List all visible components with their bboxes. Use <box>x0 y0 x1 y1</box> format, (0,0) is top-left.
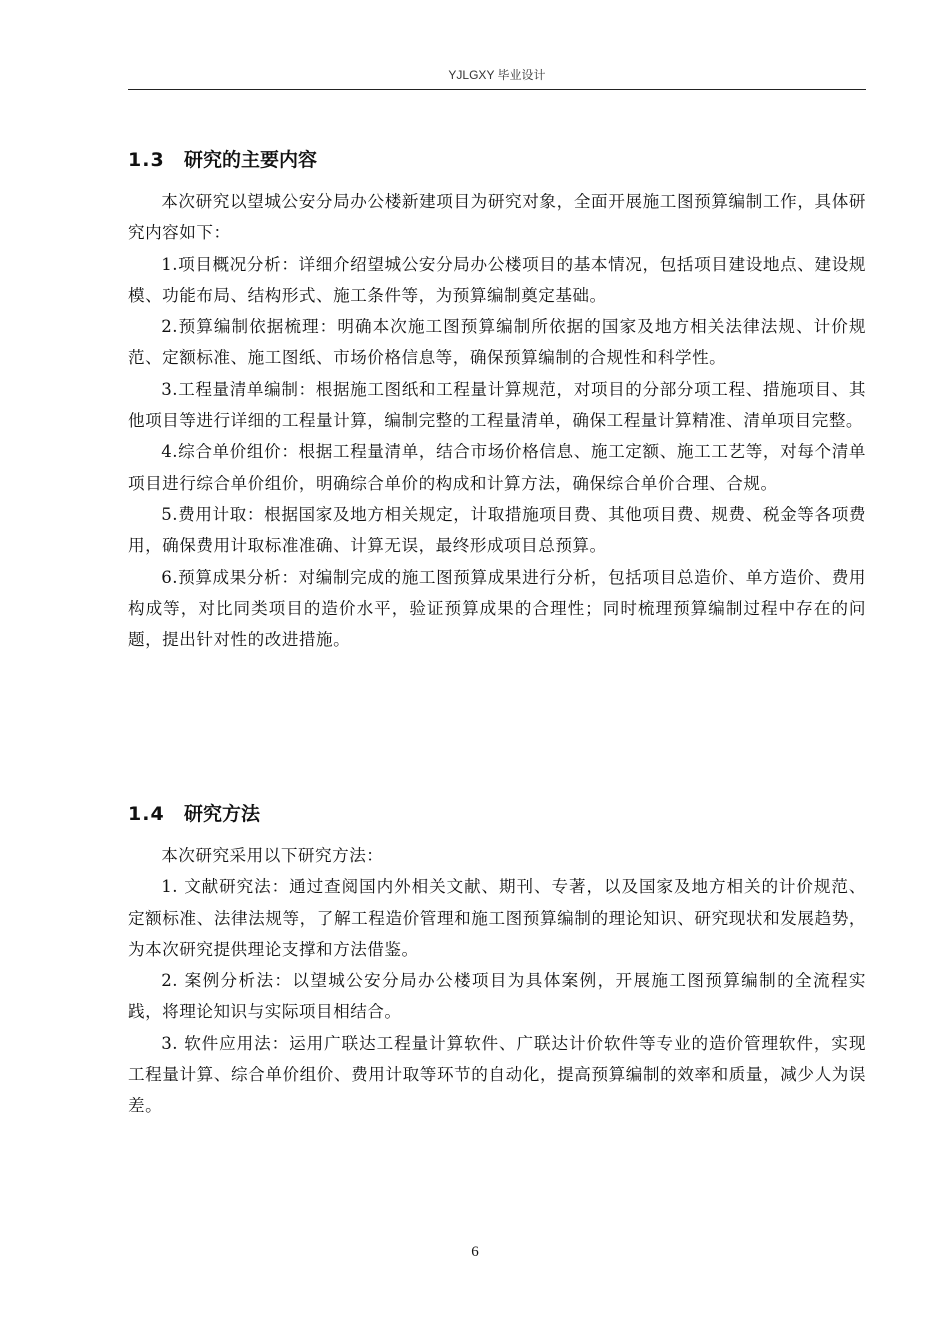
paragraph: 2. 案例分析法：以望城公安分局办公楼项目为具体案例，开展施工图预算编制的全流程实践，将理论知识与实际项目相结合。 <box>128 971 866 1022</box>
section-heading <box>128 800 866 828</box>
paragraph: 本次研究采用以下研究方法： <box>161 846 384 865</box>
paragraph: 5.费用计取：根据国家及地方相关规定，计取措施项目费、其他项目费、规费、税金等各项费用，确保费用计取标准准确、计算无误，最终形成项目总预算。 <box>128 504 866 556</box>
page-number: 6 <box>471 1244 479 1260</box>
running-header: YJLGXY 毕业设计 <box>448 68 546 82</box>
section-number: 1.4 <box>128 803 165 825</box>
paragraph: 2.预算编制依据梳理：明确本次施工图预算编制所依据的国家及地方相关法律法规、计价规范、定额标准、施工图纸、市场价格信息等，确保预算编制的合规性和科学性。 <box>128 317 866 368</box>
section-title: 研究的主要内容 <box>184 149 318 171</box>
section-1-3 <box>128 146 866 655</box>
paragraph: 3. 软件应用法：运用广联达工程量计算软件、广联达计价软件等专业的造价管理软件，实现工程量计算、综合单价组价、费用计取等环节的自动化，提高预算编制的效率和质量，减少人为误差。 <box>128 1033 866 1116</box>
header-rule <box>128 89 866 90</box>
paragraph: 1.项目概况分析：详细介绍望城公安分局办公楼项目的基本情况，包括项目建设地点、建设规模、功能布局、结构形式、施工条件等，为预算编制奠定基础。 <box>128 254 866 305</box>
paragraph: 4.综合单价组价：根据工程量清单，结合市场价格信息、施工定额、施工工艺等，对每个清单项目进行综合单价组价，明确综合单价的构成和计算方法，确保综合单价合理、合规。 <box>128 442 866 493</box>
paragraph: 6.预算成果分析：对编制完成的施工图预算成果进行分析，包括项目总造价、单方造价、费用构成等，对比同类项目的造价水平，验证预算成果的合理性；同时梳理预算编制过程中存在的问题，提出针对性的改进措施。 <box>128 567 866 650</box>
paragraph: 3.工程量清单编制：根据施工图纸和工程量计算规范，对项目的分部分项工程、措施项目、其他项目等进行详细的工程量计算，编制完整的工程量清单，确保工程量计算精准、清单项目完整。 <box>128 379 866 431</box>
section-1-4 <box>128 800 866 1122</box>
section-title: 研究方法 <box>184 803 261 825</box>
section-heading <box>128 146 866 174</box>
section-number: 1.3 <box>128 149 165 171</box>
paragraph: 1. 文献研究法：通过查阅国内外相关文献、期刊、专著，以及国家及地方相关的计价规范、定额标准、法律法规等，了解工程造价管理和施工图预算编制的理论知识、研究现状和发展趋势，为本次研究提供理论支撑和方法借鉴。 <box>128 877 866 959</box>
paragraph: 本次研究以望城公安分局办公楼新建项目为研究对象，全面开展施工图预算编制工作，具体研究内容如下： <box>128 192 866 243</box>
